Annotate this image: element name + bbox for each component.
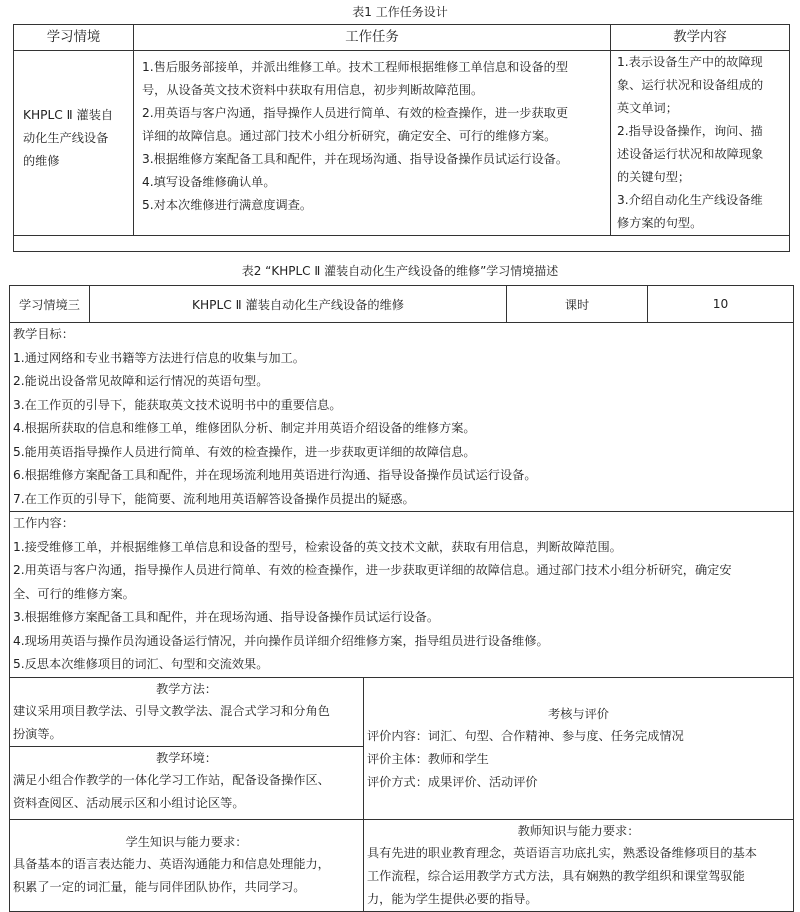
teaching-objectives (10, 323, 794, 512)
methods-line: 建议采用项目教学法、引导文教学法、混合式学习和分角色 (13, 703, 330, 718)
teacher-req-line: 力，能为学生提供必要的指导。 (367, 891, 538, 906)
objective-line: 3.在工作页的引导下，能获取英文技术说明书中的重要信息。 (13, 397, 342, 412)
teaching-methods (10, 677, 364, 746)
objective-line: 6.根据维修方案配备工具和配件，并在现场流利地用英语进行沟通、指导设备操作员试运行设备。 (13, 468, 537, 482)
environment-line: 满足小组合作教学的一体化学习工作站，配备设备操作区、 (13, 772, 330, 787)
situation-description-table (9, 285, 794, 912)
work-task-cell (134, 51, 611, 236)
table2-caption: 表2 “KHPLC Ⅱ 灌装自动化生产线设备的维修”学习情境描述 (241, 264, 559, 278)
hours-label: 课时 (507, 286, 648, 323)
content-line: 英文单词； (617, 101, 678, 115)
content-line: 1.表示设备生产中的故障现 (617, 55, 763, 69)
situation-line: KHPLC Ⅱ 灌装自 (23, 108, 114, 122)
situation-line: 动化生产线设备 (23, 131, 109, 145)
environment-title: 教学环境： (156, 750, 217, 765)
task-line: 2.用英语与客户沟通，指导操作人员进行简单、有效的检查操作，进一步获取更 (142, 106, 569, 120)
teacher-req-line: 工作流程，综合运用教学方式方法，具有娴熟的教学组织和课堂驾驭能 (367, 868, 745, 883)
header-situation: 学习情境 (14, 25, 134, 51)
task-line: 1.售后服务部接单，并派出维修工单。技术工程师根据维修工单信息和设备的型 (142, 60, 569, 74)
situation-cell (14, 51, 134, 236)
work-content-line: 5.反思本次维修项目的词汇、句型和交流效果。 (13, 657, 269, 671)
work-content-line: 工作内容： (13, 516, 74, 530)
empty-row (14, 236, 790, 252)
task-line: 详细的故障信息。通过部门技术小组分析研究，确定安全、可行的维修方案。 (142, 129, 557, 143)
task-line: 号，从设备英文技术资料中获取有用信息，初步判断故障范围。 (142, 83, 484, 97)
header-work-task: 工作任务 (134, 25, 611, 51)
objective-line: 7.在工作页的引导下，能简要、流利地用英语解答设备操作员提出的疑惑。 (13, 491, 415, 506)
header-teaching-content: 教学内容 (611, 25, 790, 51)
content-line: 3.介绍自动化生产线设备维 (617, 193, 763, 207)
work-content-line: 2.用英语与客户沟通，指导操作人员进行简单、有效的检查操作，进一步获取更详细的故障信息。通过部门技术小组分析研究，确定安 (13, 563, 732, 577)
situation-label: 学习情境三 (10, 286, 90, 323)
content-line: 的关键句型； (617, 170, 691, 184)
content-line: 2.指导设备操作，询问、描 (617, 124, 763, 138)
situation-line: 的维修 (23, 154, 60, 168)
teacher-req-title: 教师知识与能力要求： (517, 823, 640, 838)
objective-line: 4.根据所获取的信息和维修工单，维修团队分析、制定并用英语介绍设备的维修方案。 (13, 421, 476, 435)
methods-line: 扮演等。 (13, 726, 62, 741)
work-content-line: 3.根据维修方案配备工具和配件，并在现场沟通、指导设备操作员试运行设备。 (13, 610, 440, 624)
content-line: 修方案的句型。 (617, 216, 703, 230)
work-content-line: 4.现场用英语与操作员沟通设备运行情况，并向操作员详细介绍维修方案，指导组员进行设备维修。 (13, 633, 549, 648)
teacher-req-line: 具有先进的职业教育理念，英语语言功底扎实，熟悉设备维修项目的基本 (367, 845, 757, 860)
student-req-line: 具备基本的语言表达能力、英语沟通能力和信息处理能力， (13, 857, 330, 871)
table1-caption: 表1 工作任务设计 (352, 5, 448, 19)
work-content-line: 全、可行的维修方案。 (13, 586, 135, 601)
objective-line: 教学目标： (13, 327, 74, 341)
work-content (10, 512, 794, 678)
hours-value: 10 (648, 286, 794, 323)
objective-line: 1.通过网络和专业书籍等方法进行信息的收集与加工。 (13, 350, 305, 365)
methods-title: 教学方法： (156, 681, 217, 696)
task-design-table (13, 24, 790, 252)
objective-line: 2.能说出设备常见故障和运行情况的英语句型。 (13, 374, 269, 388)
student-req-line: 积累了一定的词汇量，能与同伴团队协作，共同学习。 (13, 880, 306, 894)
objective-line: 5.能用英语指导操作人员进行简单、有效的检查操作，进一步获取更详细的故障信息。 (13, 444, 476, 459)
student-requirements (10, 819, 364, 911)
assessment-line: 评价方式：成果评价、活动评价 (367, 774, 538, 789)
content-line: 述设备运行状况和故障现象 (617, 147, 764, 161)
environment-line: 资料查阅区、活动展示区和小组讨论区等。 (13, 795, 245, 810)
student-req-title: 学生知识与能力要求： (125, 835, 248, 849)
teaching-environment (10, 746, 364, 819)
work-content-line: 1.接受维修工单，并根据维修工单信息和设备的型号，检索设备的英文技术文献，获取有用信息，判断故障范围。 (13, 539, 622, 554)
task-line: 3.根据维修方案配备工具和配件，并在现场沟通、指导设备操作员试运行设备。 (142, 152, 569, 166)
assessment-line: 评价内容：词汇、句型、合作精神、参与度、任务完成情况 (367, 728, 684, 743)
task-line: 4.填写设备维修确认单。 (142, 175, 276, 189)
situation-name: KHPLC Ⅱ 灌装自动化生产线设备的维修 (90, 286, 507, 323)
assessment-line: 评价主体：教师和学生 (367, 751, 489, 766)
assessment-title: 考核与评价 (548, 706, 609, 721)
teacher-requirements (364, 819, 794, 911)
assessment (364, 677, 794, 819)
task-line: 5.对本次维修进行满意度调查。 (142, 198, 313, 212)
teaching-content-cell (611, 51, 790, 236)
content-line: 象、运行状况和设备组成的 (617, 78, 764, 92)
